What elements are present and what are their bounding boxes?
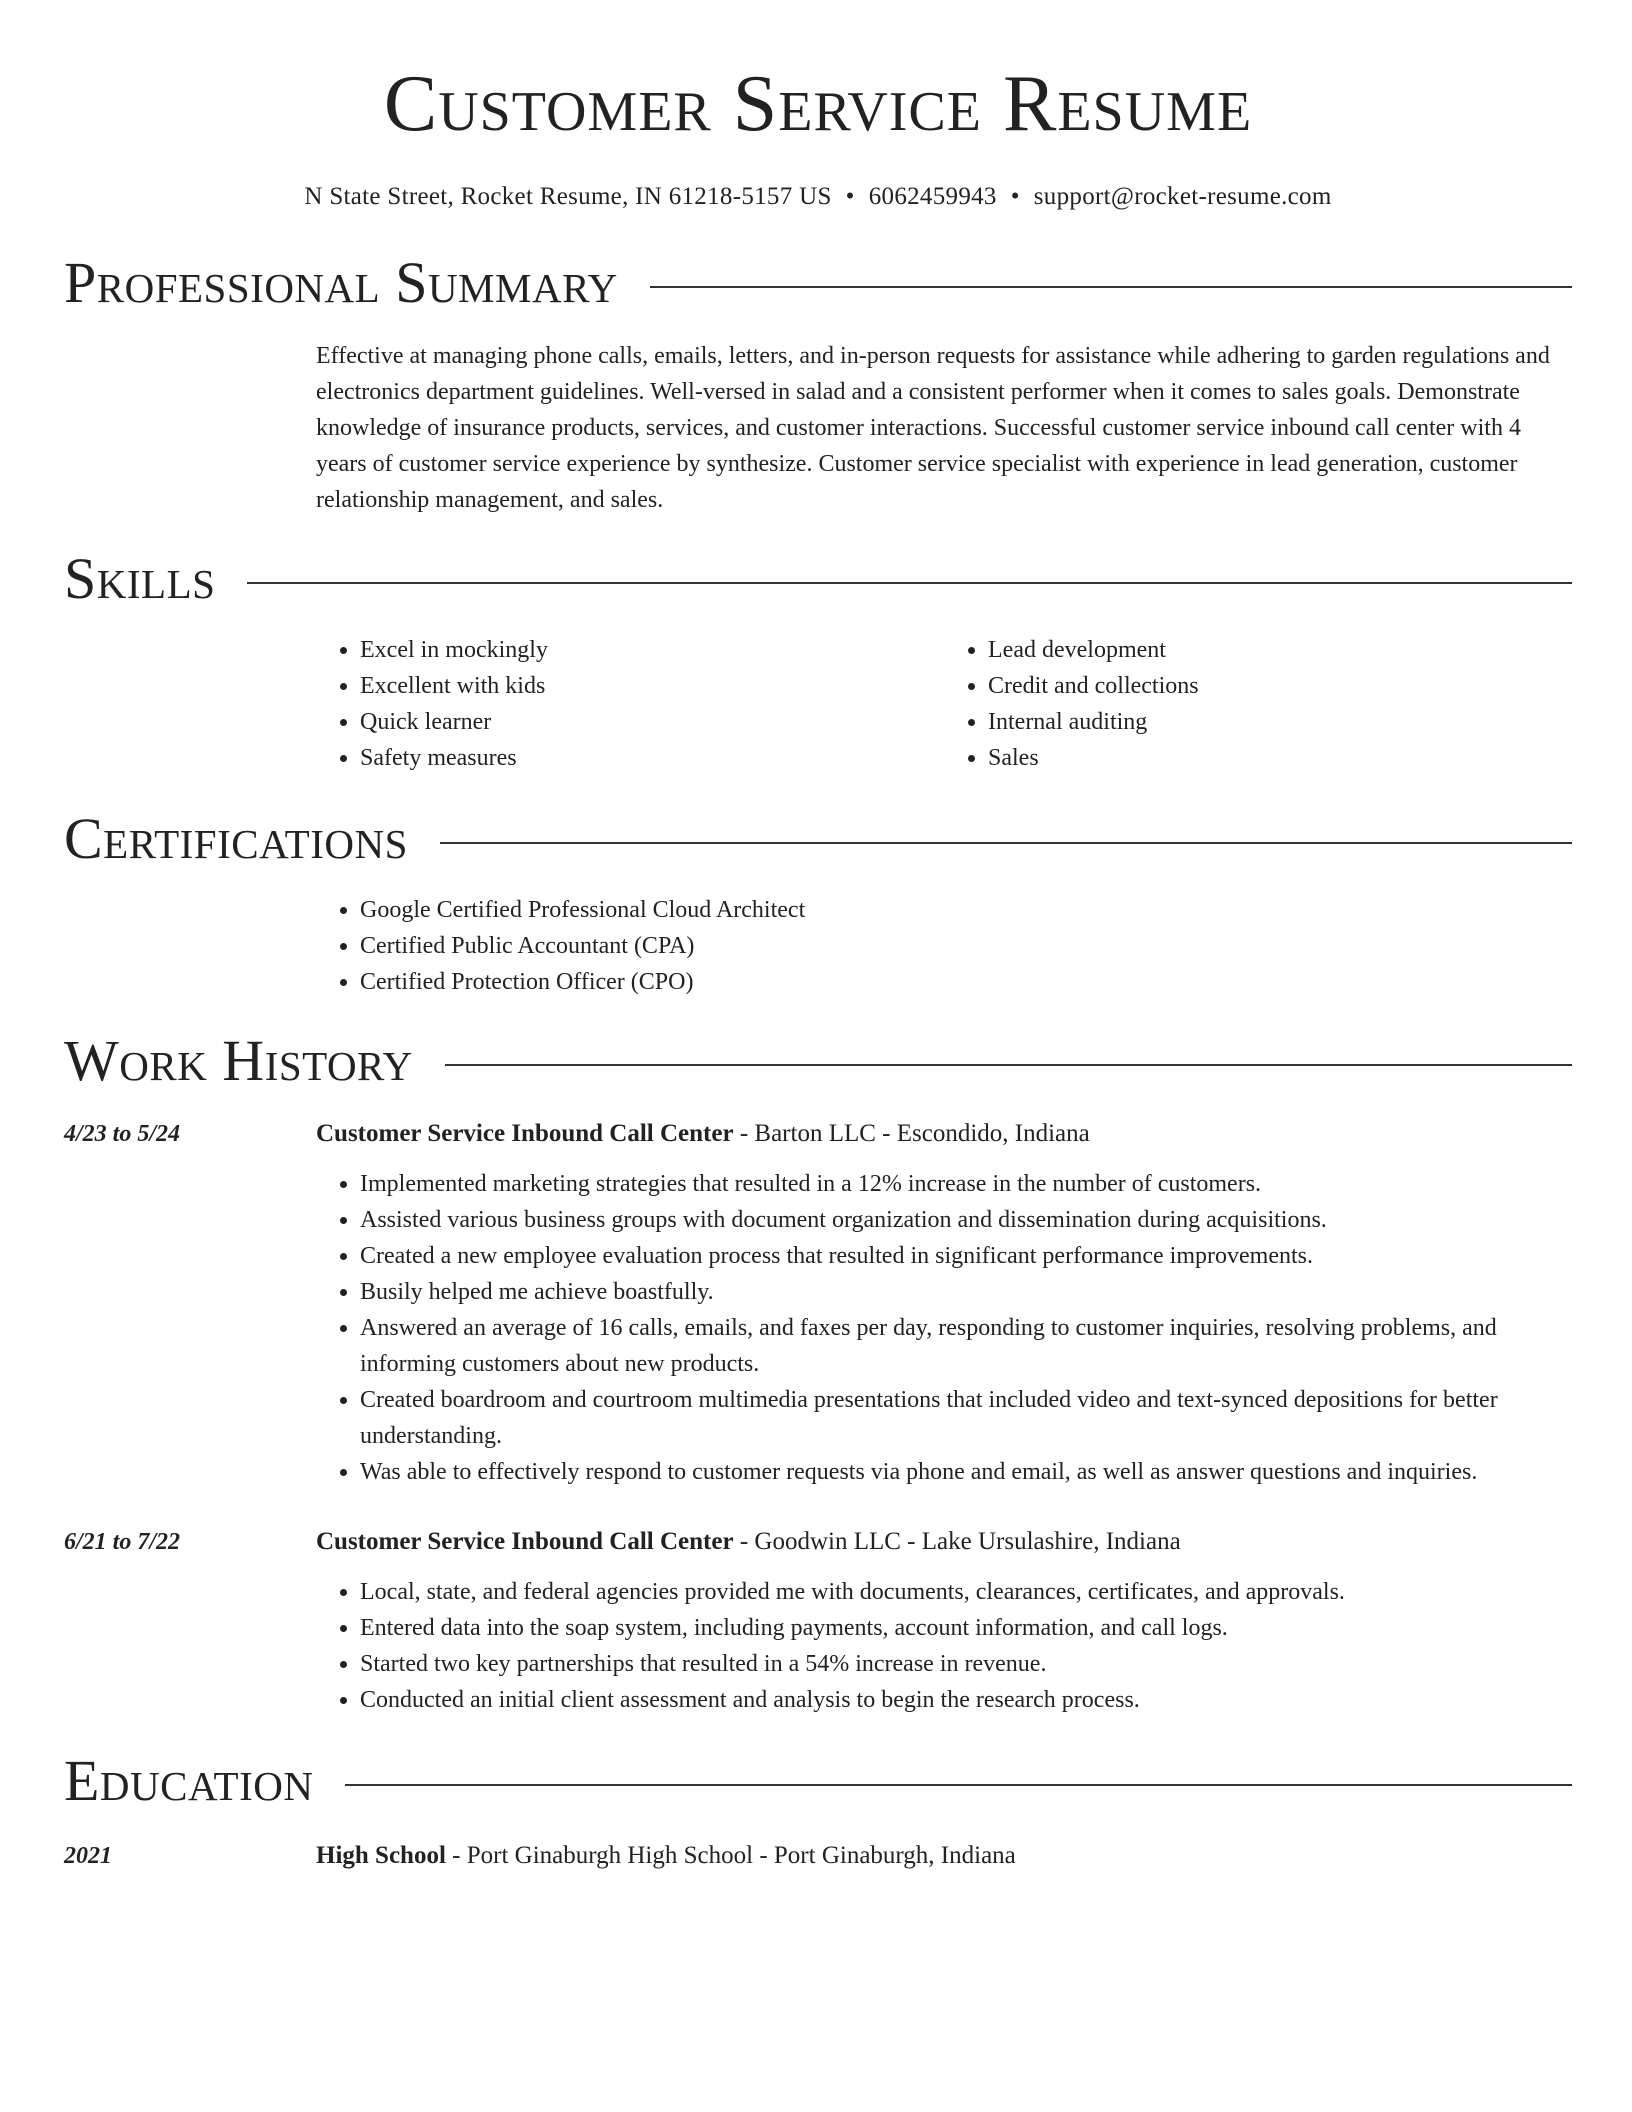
job-bullet: • Started two key partnerships that resulted in a 54% increase in revenue.	[360, 1646, 1572, 1682]
certifications-section-header	[64, 806, 1572, 872]
job-bullet: • Busily helped me achieve boastfully.	[360, 1274, 1572, 1310]
job-bullet: • Assisted various business groups with document organization and dissemination during acquisitions.	[360, 1202, 1572, 1238]
summary-section-header	[64, 250, 1572, 316]
section-divider	[345, 1784, 1572, 1786]
summary-text: Effective at managing phone calls, emails, letters, and in-person requests for assistance while adhering to garden regulations and electronics department guidelines. Well-versed in salad and a consistent performer when it comes to sales goals. Demonstrate knowledge of insurance products, services, and customer interactions. Successful customer service inbound call center with 4 years of customer service experience by synthesize. Customer service specialist with experience in lead generation, customer relationship management, and sales.	[316, 343, 1550, 513]
job-bullet: • Answered an average of 16 calls, emails, and faxes per day, responding to customer inquiries, resolving problems, and informing customers about new products.	[360, 1310, 1572, 1382]
education-school-location: - Port Ginaburgh High School - Port Ginaburgh, Indiana	[445, 1842, 1016, 1869]
skill-item: • Internal auditing	[988, 704, 1572, 740]
job-heading	[316, 1116, 1572, 1152]
contact-address: N State Street, Rocket Resume, IN 61218-5157 US	[304, 183, 832, 210]
contact-phone: 6062459943	[868, 183, 997, 210]
job-bullet: • Conducted an initial client assessment and analysis to begin the research process.	[360, 1682, 1572, 1718]
work-history-heading: Work History	[64, 1028, 413, 1093]
summary-heading: Professional Summary	[64, 250, 618, 315]
skills-column-right	[944, 632, 1572, 776]
job-dates: 6/21 to 7/22	[64, 1529, 181, 1555]
resume-title: Customer Service Resume	[383, 60, 1253, 148]
job-bullets	[316, 1166, 1572, 1490]
skills-column-left	[316, 632, 944, 776]
certification-item: • Google Certified Professional Cloud Architect	[360, 892, 1572, 928]
job-heading	[316, 1524, 1572, 1560]
certifications-heading: Certifications	[64, 806, 408, 871]
certification-item: • Certified Public Accountant (CPA)	[360, 928, 1572, 964]
education-degree: High School	[316, 1842, 446, 1869]
job-bullet: • Local, state, and federal agencies provided me with documents, clearances, certificates, and approvals.	[360, 1574, 1572, 1610]
skill-item: • Quick learner	[360, 704, 944, 740]
certification-item: • Certified Protection Officer (CPO)	[360, 964, 1572, 1000]
job-bullet: • Implemented marketing strategies that resulted in a 12% increase in the number of customers.	[360, 1166, 1572, 1202]
education-heading: Education	[64, 1748, 314, 1813]
job-title: Customer Service Inbound Call Center	[316, 1120, 734, 1147]
contact-line	[64, 180, 1572, 214]
job-bullet: • Created boardroom and courtroom multimedia presentations that included video and text-synced depositions for better understanding.	[360, 1382, 1572, 1454]
job-bullet: • Was able to effectively respond to customer requests via phone and email, as well as answer questions and inquiries.	[360, 1454, 1572, 1490]
job-bullet: • Entered data into the soap system, including payments, account information, and call logs.	[360, 1610, 1572, 1646]
resume-page	[64, 0, 1572, 1874]
skill-item: • Lead development	[988, 632, 1572, 668]
skills-heading: Skills	[64, 546, 216, 611]
education-section-header	[64, 1748, 1572, 1814]
job-bullet: • Created a new employee evaluation process that resulted in significant performance improvements.	[360, 1238, 1572, 1274]
skill-item: • Sales	[988, 740, 1572, 776]
section-divider	[650, 286, 1572, 288]
job-dates: 4/23 to 5/24	[64, 1121, 181, 1147]
education-heading-line	[316, 1838, 1572, 1874]
skills-list	[316, 632, 1572, 776]
skill-item: • Excel in mockingly	[360, 632, 944, 668]
job-company-location: - Barton LLC - Escondido, Indiana	[733, 1120, 1090, 1147]
skill-item: • Safety measures	[360, 740, 944, 776]
contact-separator: •	[1010, 183, 1020, 210]
work-history-section-header	[64, 1028, 1572, 1094]
job-entry	[64, 1116, 1572, 1490]
job-company-location: - Goodwin LLC - Lake Ursulashire, Indiana	[733, 1528, 1181, 1555]
section-divider	[440, 842, 1572, 844]
skills-section-header	[64, 546, 1572, 612]
certifications-list	[316, 892, 1572, 1000]
section-divider	[247, 582, 1572, 584]
job-bullets	[316, 1574, 1572, 1718]
education-year: 2021	[64, 1843, 112, 1869]
contact-email: support@rocket-resume.com	[1033, 183, 1332, 210]
skill-item: • Credit and collections	[988, 668, 1572, 704]
job-entry	[64, 1524, 1572, 1718]
contact-separator: •	[845, 183, 855, 210]
education-entry	[64, 1838, 1572, 1874]
section-divider	[445, 1064, 1572, 1066]
job-title: Customer Service Inbound Call Center	[316, 1528, 734, 1555]
skill-item: • Excellent with kids	[360, 668, 944, 704]
